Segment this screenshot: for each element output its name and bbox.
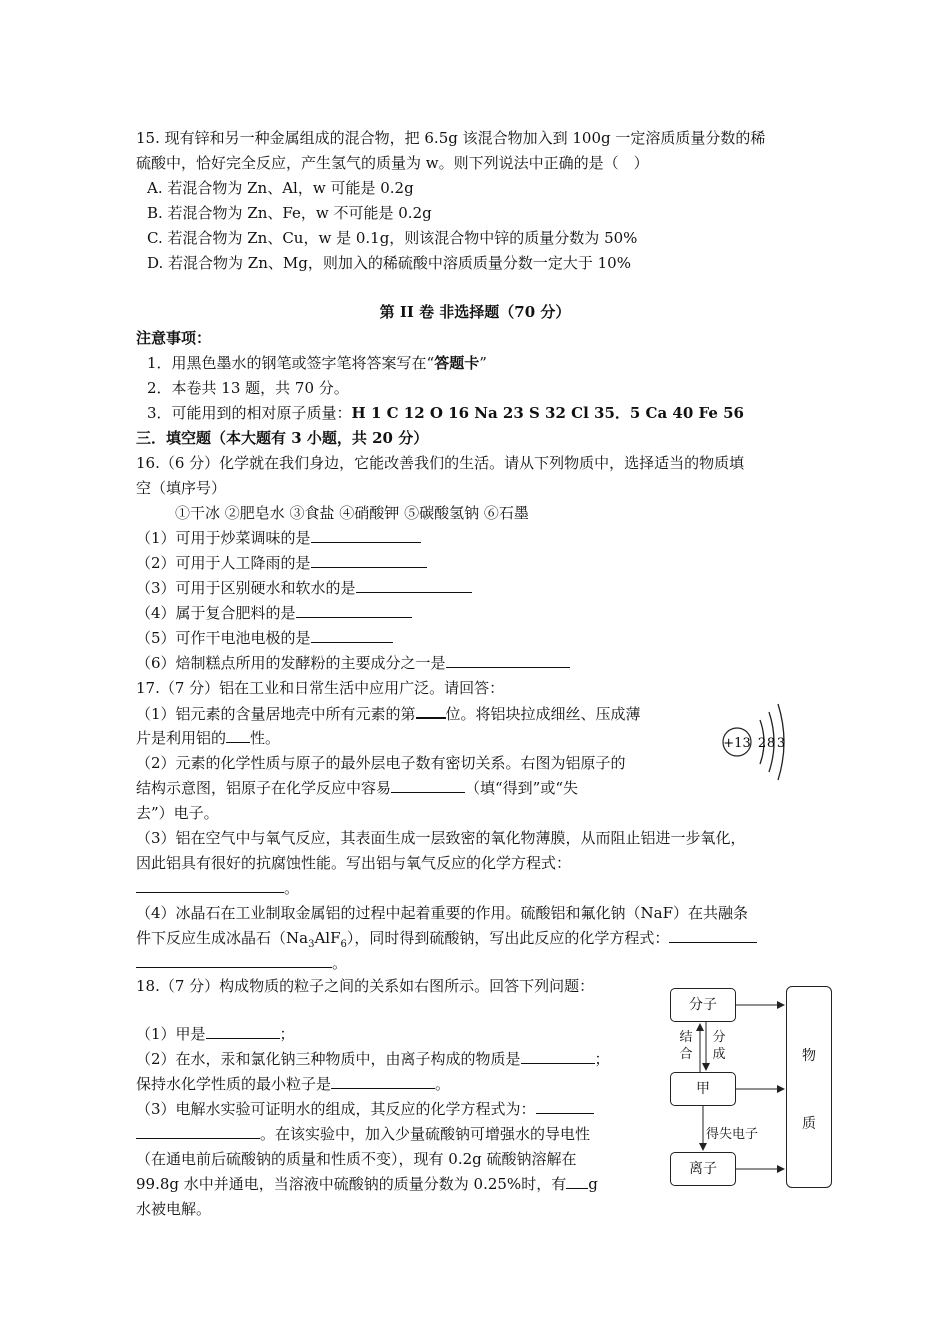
- section-3-heading: 三．填空题（本大题有 3 小题，共 20 分）: [136, 429, 429, 447]
- answer-blank[interactable]: [296, 603, 412, 618]
- q17-sub-4-sub1: 3: [308, 939, 315, 950]
- nucleus-charge: +13: [723, 736, 751, 751]
- answer-blank[interactable]: [311, 553, 427, 568]
- particle-relationship-diagram: [668, 986, 836, 1192]
- answer-blank[interactable]: [536, 1099, 594, 1114]
- q18-sub-2-line1: [136, 1049, 610, 1069]
- q17-sub-3-line2: 因此铝具有很好的抗腐蚀性能。写出铝与氧气反应的化学方程式：: [136, 854, 572, 872]
- answer-blank[interactable]: [311, 528, 421, 543]
- q16-stem-line2: 空（填序号）: [136, 479, 227, 497]
- q17-sub-1-line1: [136, 703, 641, 724]
- q18-stem: 18.（7 分）构成物质的粒子之间的关系如右图所示。回答下列问题：: [136, 977, 595, 995]
- q15-option-b: B. 若混合物为 Zn、Fe，w 不可能是 0.2g: [147, 204, 432, 222]
- q18-sub-2-text-c: 保持水化学性质的最小粒子是: [136, 1075, 332, 1093]
- q16-sub-3-text: （3）可用于区别硬水和软水的是: [136, 579, 356, 597]
- q17-sub-3-line3: [136, 878, 299, 898]
- answer-blank[interactable]: [521, 1049, 595, 1064]
- answer-blank[interactable]: [416, 703, 446, 719]
- q16-sub-1: [136, 528, 421, 548]
- gain-lose-electrons-label: 得失电子: [706, 1127, 759, 1142]
- q17-sub-1-text-d: 性。: [250, 729, 281, 747]
- q18-sub-1-semicolon: ；: [279, 1025, 295, 1043]
- q18-sub-3-line4: [136, 1174, 598, 1194]
- answer-blank[interactable]: [136, 878, 284, 893]
- shell-3-electrons: 3: [776, 736, 786, 751]
- substance-label-2: 质: [802, 1116, 816, 1132]
- q16-sub-5-text: （5）可作干电池电极的是: [136, 629, 311, 647]
- q17-sub-2-line2: [136, 778, 578, 798]
- answer-blank[interactable]: [669, 928, 757, 943]
- answer-blank[interactable]: [206, 1024, 280, 1039]
- notice-1-text: 1．用黑色墨水的钢笔或签字笔将答案写在“: [147, 354, 435, 372]
- q18-sub-3-text-b: 。在该实验中，加入少量硫酸钠可增强水的导电性: [260, 1125, 591, 1143]
- aluminum-atom-diagram: [716, 700, 796, 786]
- part2-title: 第 II 卷 非选择题（70 分）: [379, 303, 571, 321]
- q18-sub-3-text-a: （3）电解水实验可证明水的组成，其反应的化学方程式为：: [136, 1100, 536, 1118]
- atomic-masses: H 1 C 12 O 16 Na 23 S 32 Cl 35．5 Ca 40 Fe 56: [351, 404, 744, 422]
- q17-sub-4-sub2: 6: [340, 939, 347, 950]
- q17-sub-4-text-post: ），同时得到硫酸钠，写出此反应的化学方程式：: [346, 929, 670, 947]
- q17-sub-2-line1: （2）元素的化学性质与原子的最外层电子数有密切关系。右图为铝原子的: [136, 754, 626, 772]
- combine-label-2: 合: [679, 1047, 693, 1062]
- q18-sub-1-text: （1）甲是: [136, 1025, 206, 1043]
- notice-item-1: [147, 353, 487, 373]
- notice-item-3: [147, 403, 744, 423]
- q16-sub-6: [136, 653, 570, 673]
- notice-heading: 注意事项：: [136, 329, 212, 347]
- q17-sub-4-line3: [136, 953, 347, 973]
- q16-sub-2: [136, 553, 427, 573]
- answer-blank[interactable]: [391, 778, 465, 793]
- answer-blank[interactable]: [226, 728, 250, 743]
- q17-sub-2-line3: 去”）电子。: [136, 804, 219, 822]
- ion-box: 离子: [670, 1152, 736, 1186]
- split-label-1: 分: [712, 1030, 726, 1045]
- answer-blank[interactable]: [356, 578, 472, 593]
- answer-card-text: 答题卡: [434, 354, 480, 372]
- q18-sub-3-line1: [136, 1099, 594, 1119]
- substance-label-1: 物: [802, 1048, 816, 1064]
- q17-sub-4-period: 。: [332, 954, 348, 972]
- jia-box: 甲: [670, 1072, 736, 1106]
- q16-choices: ①干冰 ②肥皂水 ③食盐 ④硝酸钾 ⑤碳酸氢钠 ⑥石墨: [175, 504, 529, 522]
- q16-sub-3: [136, 578, 472, 598]
- shell-2-electrons: 8: [766, 736, 776, 751]
- shell-1-electrons: 2: [757, 736, 767, 751]
- q17-sub-1-line2: [136, 728, 280, 748]
- q17-stem: 17.（7 分）铝在工业和日常生活中应用广泛。请回答：: [136, 679, 505, 697]
- q17-sub-2-text-b: 结构示意图，铝原子在化学反应中容易: [136, 779, 392, 797]
- q16-sub-1-text: （1）可用于炒菜调味的是: [136, 529, 311, 547]
- combine-label-1: 结: [679, 1030, 693, 1045]
- q15-option-a: A. 若混合物为 Zn、Al，w 可能是 0.2g: [147, 179, 414, 197]
- answer-blank[interactable]: [136, 1124, 260, 1139]
- q17-sub-1-text-b: 位。将铝块拉成细丝、压成薄: [445, 705, 641, 723]
- answer-blank[interactable]: [446, 653, 570, 668]
- q18-sub-2-period: 。: [435, 1075, 451, 1093]
- split-label-2: 成: [712, 1047, 726, 1062]
- answer-blank[interactable]: [311, 628, 393, 643]
- q18-sub-1: [136, 1024, 295, 1044]
- q18-sub-3-line3: （在通电前后硫酸钠的质量和性质不变），现有 0.2g 硫酸钠溶解在: [136, 1150, 577, 1168]
- q18-sub-2-text-a: （2）在水，汞和氯化钠三种物质中，由离子构成的物质是: [136, 1050, 521, 1068]
- notice-3-text: 3．可能用到的相对原子质量：: [147, 404, 352, 422]
- q16-stem-line1: 16.（6 分）化学就在我们身边，它能改善我们的生活。请从下列物质中，选择适当的物质填: [136, 454, 745, 472]
- q17-sub-3-line1: （3）铝在空气中与氧气反应，其表面生成一层致密的氧化物薄膜，从而阻止铝进一步氧化，: [136, 829, 746, 847]
- q17-sub-1-text-c: 片是利用铝的: [136, 729, 227, 747]
- q16-sub-6-text: （6）焙制糕点所用的发酵粉的主要成分之一是: [136, 654, 446, 672]
- answer-blank[interactable]: [331, 1074, 435, 1089]
- q18-sub-2-semicolon: ；: [594, 1050, 610, 1068]
- q18-sub-3-line5: 水被电解。: [136, 1200, 212, 1218]
- notice-1-close-quote: ”: [479, 354, 487, 372]
- q15-stem-line2: 硫酸中，恰好完全反应，产生氢气的质量为 w。则下列说法中正确的是（ ）: [136, 154, 649, 172]
- q17-sub-4-line1: （4）冰晶石在工业制取金属铝的过程中起着重要的作用。硫酸铝和氟化钠（NaF）在共融条: [136, 904, 749, 922]
- q18-sub-3-text-d: 99.8g 水中并通电，当溶液中硫酸钠的质量分数为 0.25%时，有: [136, 1175, 567, 1193]
- q16-sub-4-text: （4）属于复合肥料的是: [136, 604, 296, 622]
- molecule-box: 分子: [670, 988, 736, 1022]
- substance-box: [786, 986, 832, 1188]
- q18-sub-3-unit: g: [588, 1175, 598, 1193]
- q17-sub-4-line2: [136, 928, 757, 955]
- q18-sub-2-line2: [136, 1074, 450, 1094]
- q17-sub-4-alf: AlF: [314, 929, 341, 947]
- q17-sub-3-period: 。: [284, 879, 300, 897]
- answer-blank[interactable]: [566, 1174, 588, 1189]
- q17-sub-2-text-c: （填“得到”或“失: [465, 779, 579, 797]
- notice-item-2: 2．本卷共 13 题，共 70 分。: [147, 379, 349, 397]
- q16-sub-2-text: （2）可用于人工降雨的是: [136, 554, 311, 572]
- q15-option-d: D. 若混合物为 Zn、Mg，则加入的稀硫酸中溶质质量分数一定大于 10%: [147, 254, 631, 272]
- q15-stem-line1: 15. 现有锌和另一种金属组成的混合物，把 6.5g 该混合物加入到 100g 一定溶质质量分数的稀: [136, 129, 766, 147]
- q16-sub-5: [136, 628, 393, 648]
- q16-sub-4: [136, 603, 412, 623]
- q15-option-c: C. 若混合物为 Zn、Cu，w 是 0.1g，则该混合物中锌的质量分数为 50%: [147, 229, 638, 247]
- answer-blank[interactable]: [136, 953, 332, 968]
- q17-sub-4-text-pre: 件下反应生成冰晶石（Na: [136, 929, 309, 947]
- q18-sub-3-line2: [136, 1124, 590, 1144]
- q17-sub-1-text-a: （1）铝元素的含量居地壳中所有元素的第: [136, 705, 416, 723]
